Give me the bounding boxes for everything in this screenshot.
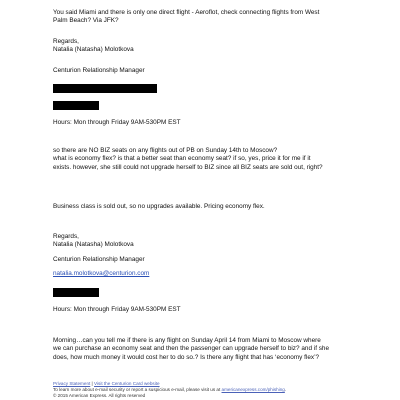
message-line: exists. however, she still could not upgrade herself to BIZ since all BIZ seats are sold out, right? xyxy=(53,163,323,171)
message-line: what is economy flex? is that a better seat than economy seat? if so, yes, price it for me if it xyxy=(53,155,311,163)
signature-block-1 xyxy=(53,38,388,55)
email-footer xyxy=(53,381,388,398)
reply-text-line: Business class is sold out, so no upgrades available. Pricing economy flex. xyxy=(53,203,265,210)
signature-regards: Regards, xyxy=(53,233,79,240)
signature-name: Natalia (Natasha) Molotkova xyxy=(53,46,134,54)
customer-message-1 xyxy=(53,147,388,172)
centurion-website-link[interactable]: Visit the Centurion Card website xyxy=(94,381,160,386)
message-line: we can purchase an economy seat and then the passenger can upgrade herself to biz? and if she xyxy=(53,345,330,353)
agent-reply-2 xyxy=(53,203,388,211)
signature-block-2 xyxy=(53,233,388,250)
signature-email-link[interactable]: natalia.molotkova@centurion.com xyxy=(53,270,150,277)
signature-hours-block xyxy=(53,119,388,127)
reply-text-line: Palm Beach? Via JFK? xyxy=(53,17,119,25)
signature-title-block xyxy=(53,256,388,264)
redaction-bar xyxy=(53,101,99,110)
signature-email-block xyxy=(53,270,388,278)
footer-security-end: . xyxy=(284,386,287,392)
message-line: so there are NO BIZ seats on any flights out of PB on Sunday 14th to Moscow? xyxy=(53,147,278,154)
signature-name: Natalia (Natasha) Molotkova xyxy=(53,241,134,249)
signature-title: Centurion Relationship Manager xyxy=(53,67,145,74)
footer-copyright: © 2015 American Express. All rights reserved xyxy=(53,392,146,398)
signature-title: Centurion Relationship Manager xyxy=(53,256,145,263)
footer-security-text: To learn more about e-mail security or report a suspicious e-mail, please visit us at xyxy=(53,386,222,392)
redaction-bar xyxy=(53,288,99,297)
privacy-statement-link[interactable]: Privacy Statement xyxy=(53,381,91,386)
customer-message-2 xyxy=(53,337,388,362)
footer-separator: | xyxy=(90,381,95,386)
reply-text-line: You said Miami and there is only one direct flight - Aeroflot, check connecting flights from West xyxy=(53,9,320,16)
signature-regards: Regards, xyxy=(53,38,79,45)
redaction-bar xyxy=(53,84,157,93)
phishing-report-link[interactable]: americanexpress.com/phishing xyxy=(221,386,285,392)
signature-hours-block xyxy=(53,306,388,314)
office-hours: Hours: Mon through Friday 9AM-530PM EST xyxy=(53,119,181,126)
agent-reply-1 xyxy=(53,9,388,26)
office-hours: Hours: Mon through Friday 9AM-530PM EST xyxy=(53,306,181,313)
message-line: Morning…can you tell me if there is any flight on Sunday April 14 from Miami to Moscow where xyxy=(53,337,321,344)
signature-title-block xyxy=(53,67,388,75)
message-line: does, how much money it would cost her to do so.? Is there any flight that has ‘economy flex’? xyxy=(53,353,320,361)
